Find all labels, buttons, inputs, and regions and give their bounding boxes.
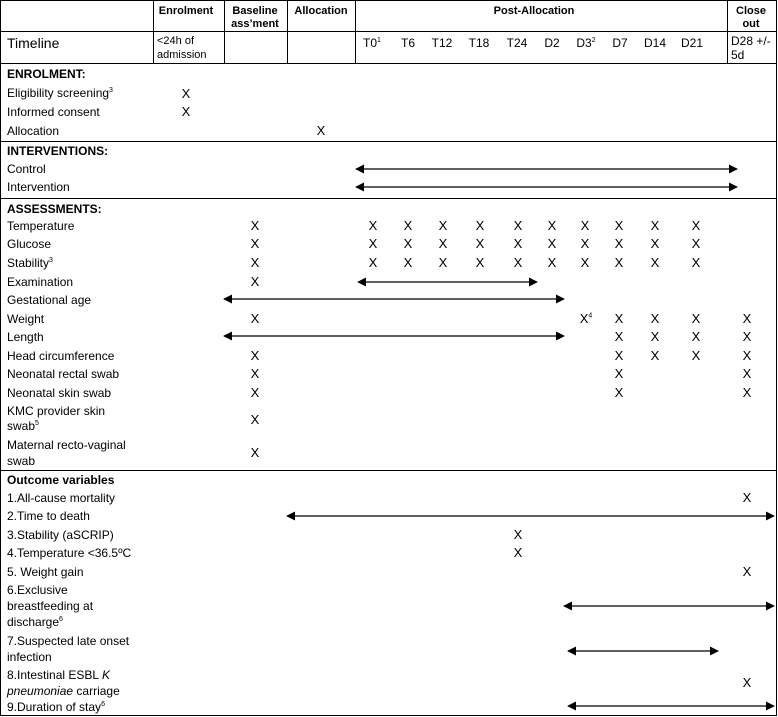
mark-temperature-t12: X — [438, 218, 448, 233]
mark-glucose-t6: X — [403, 236, 413, 251]
mark-length-d7: X — [614, 329, 624, 344]
section-enrolment: ENROLMENT: — [7, 67, 86, 81]
row-label-gestational-age: Gestational age — [7, 293, 92, 307]
row-label-weight: Weight — [7, 312, 45, 326]
header-closeout-2: out — [742, 18, 760, 30]
mark-temperature-t0: X — [368, 218, 378, 233]
mark-stability-d2: X — [547, 255, 557, 270]
mark-temperature-d3: X — [580, 218, 590, 233]
mark-skin-swab-d7: X — [614, 385, 624, 400]
mark-temperature-baseline: X — [250, 218, 260, 233]
timeline-point-t6: T6 — [400, 36, 416, 50]
header-closeout-1: Close — [736, 5, 766, 17]
timeline-point-d21: D21 — [680, 36, 704, 50]
mark-glucose-t24: X — [513, 236, 523, 251]
row-label-o9: 9.Duration of stay$^6$ — [7, 700, 105, 714]
row-label-o1: 1.All-cause mortality — [7, 491, 116, 505]
section-interventions: INTERVENTIONS: — [7, 144, 109, 158]
mark-glucose-d14: X — [650, 236, 660, 251]
mark-temperature-t6: X — [403, 218, 413, 233]
mark-weight-closeout: X — [742, 311, 752, 326]
row-label-length: Length — [7, 330, 44, 344]
row-label-o8-1: 8.Intestinal ESBL K — [7, 668, 110, 682]
mark-length-d21: X — [691, 329, 701, 344]
mark-stability-baseline: X — [250, 255, 260, 270]
mark-rectal-swab-closeout: X — [742, 366, 752, 381]
row-label-maternal-swab-2: swab — [7, 454, 36, 468]
row-label-head-circumference: Head circumference — [7, 349, 115, 363]
mark-temperature-t24: X — [513, 218, 523, 233]
timeline-point-t0: $T0^1$ — [363, 36, 381, 50]
timeline-label: Timeline — [7, 35, 60, 51]
header-baseline-2: ass’ment — [231, 18, 279, 30]
mark-temperature-d7: X — [614, 218, 624, 233]
mark-stability-d7: X — [614, 255, 624, 270]
mark-rectal-swab-baseline: X — [250, 366, 260, 381]
mark-stability-t12: X — [438, 255, 448, 270]
row-label-temperature: Temperature — [7, 219, 75, 233]
header-enrolment: Enrolment — [158, 5, 214, 17]
mark-consent-enrolment: X — [181, 104, 191, 119]
row-label-kmc-swab-1: KMC provider skin — [7, 404, 106, 418]
mark-head-circumference-d21: X — [691, 348, 701, 363]
mark-weight-d21: X — [691, 311, 701, 326]
row-label-skin-swab: Neonatal skin swab — [7, 386, 112, 400]
mark-glucose-t0: X — [368, 236, 378, 251]
timeline-enrolment-2: admission — [157, 49, 207, 61]
timeline-closeout-1: D28 +/- — [731, 34, 771, 48]
row-label-glucose: Glucose — [7, 237, 52, 251]
timeline-point-t12: T12 — [431, 36, 453, 50]
row-label-o6-1: 6.Exclusive — [7, 583, 68, 597]
row-label-o5: 5. Weight gain — [7, 565, 84, 579]
row-label-control: Control — [7, 162, 46, 176]
header-post-allocation: Post-Allocation — [493, 5, 575, 17]
mark-eligibility-enrolment: X — [181, 86, 191, 101]
mark-glucose-t12: X — [438, 236, 448, 251]
mark-o5-closeout: X — [742, 564, 752, 579]
timeline-point-t24: T24 — [506, 36, 528, 50]
timeline-point-d2: D2 — [544, 36, 560, 50]
mark-o3-t24: X — [513, 527, 523, 542]
section-assessments: ASSESSMENTS: — [7, 202, 102, 216]
mark-skin-swab-baseline: X — [250, 385, 260, 400]
mark-glucose-d2: X — [547, 236, 557, 251]
mark-stability-d3: X — [580, 255, 590, 270]
mark-allocation: X — [316, 123, 326, 138]
timeline-closeout-2: 5d — [731, 48, 745, 62]
mark-temperature-t18: X — [475, 218, 485, 233]
mark-glucose-d3: X — [580, 236, 590, 251]
mark-skin-swab-closeout: X — [742, 385, 752, 400]
mark-glucose-t18: X — [475, 236, 485, 251]
mark-length-closeout: X — [742, 329, 752, 344]
mark-temperature-d21: X — [691, 218, 701, 233]
row-label-kmc-swab-2: swab$^5$ — [7, 419, 39, 433]
mark-o4-t24: X — [513, 545, 523, 560]
mark-glucose-d7: X — [614, 236, 624, 251]
timeline-point-t18: T18 — [468, 36, 490, 50]
timeline-point-d7: D7 — [612, 36, 628, 50]
timeline-enrolment-1: <24h of — [157, 35, 195, 47]
timeline-point-d3: $D3^2$ — [576, 36, 596, 50]
row-label-o3: 3.Stability (aSCRIP) — [7, 528, 114, 542]
mark-temperature-d2: X — [547, 218, 557, 233]
mark-head-circumference-closeout: X — [742, 348, 752, 363]
timeline-point-d14: D14 — [643, 36, 667, 50]
mark-stability-d14: X — [650, 255, 660, 270]
mark-head-circumference-baseline: X — [250, 348, 260, 363]
mark-stability-t18: X — [475, 255, 485, 270]
row-label-consent: Informed consent — [7, 105, 100, 119]
row-label-o7-2: infection — [7, 650, 52, 664]
mark-weight-d14: X — [650, 311, 660, 326]
mark-weight-baseline: X — [250, 311, 260, 326]
mark-head-circumference-d14: X — [650, 348, 660, 363]
header-allocation: Allocation — [294, 5, 348, 17]
row-label-allocation: Allocation — [7, 124, 60, 138]
row-label-stability: Stability$^3$ — [7, 256, 53, 270]
row-label-o8-2: pneumoniae carriage — [7, 684, 120, 698]
mark-stability-d21: X — [691, 255, 701, 270]
row-label-o6-3: discharge$^6$ — [7, 615, 63, 629]
mark-weight-d7: X — [614, 311, 624, 326]
row-label-o6-2: breastfeeding at — [7, 599, 94, 613]
mark-length-d14: X — [650, 329, 660, 344]
mark-head-circumference-d7: X — [614, 348, 624, 363]
row-label-o4: 4.Temperature <36.5ºC — [7, 546, 132, 560]
mark-kmc-swab-baseline: X — [250, 412, 260, 427]
row-label-examination: Examination — [7, 275, 74, 289]
row-label-o7-1: 7.Suspected late onset — [7, 634, 130, 648]
mark-stability-t24: X — [513, 255, 523, 270]
mark-o8-closeout: X — [742, 675, 752, 690]
mark-weight-d3: $X^4$ — [579, 311, 593, 326]
mark-glucose-baseline: X — [250, 236, 260, 251]
mark-temperature-d14: X — [650, 218, 660, 233]
mark-glucose-d21: X — [691, 236, 701, 251]
row-label-eligibility: Eligibility screening$^3$ — [7, 86, 113, 100]
row-label-rectal-swab: Neonatal rectal swab — [7, 367, 120, 381]
mark-o1-closeout: X — [742, 490, 752, 505]
mark-stability-t6: X — [403, 255, 413, 270]
row-label-maternal-swab-1: Maternal recto-vaginal — [7, 438, 126, 452]
row-label-intervention: Intervention — [7, 180, 70, 194]
mark-rectal-swab-d7: X — [614, 366, 624, 381]
mark-examination-baseline: X — [250, 274, 260, 289]
row-label-o2: 2.Time to death — [7, 509, 90, 523]
mark-stability-t0: X — [368, 255, 378, 270]
header-baseline-1: Baseline — [232, 5, 278, 17]
section-outcomes: Outcome variables — [7, 473, 115, 487]
mark-maternal-swab-baseline: X — [250, 445, 260, 460]
